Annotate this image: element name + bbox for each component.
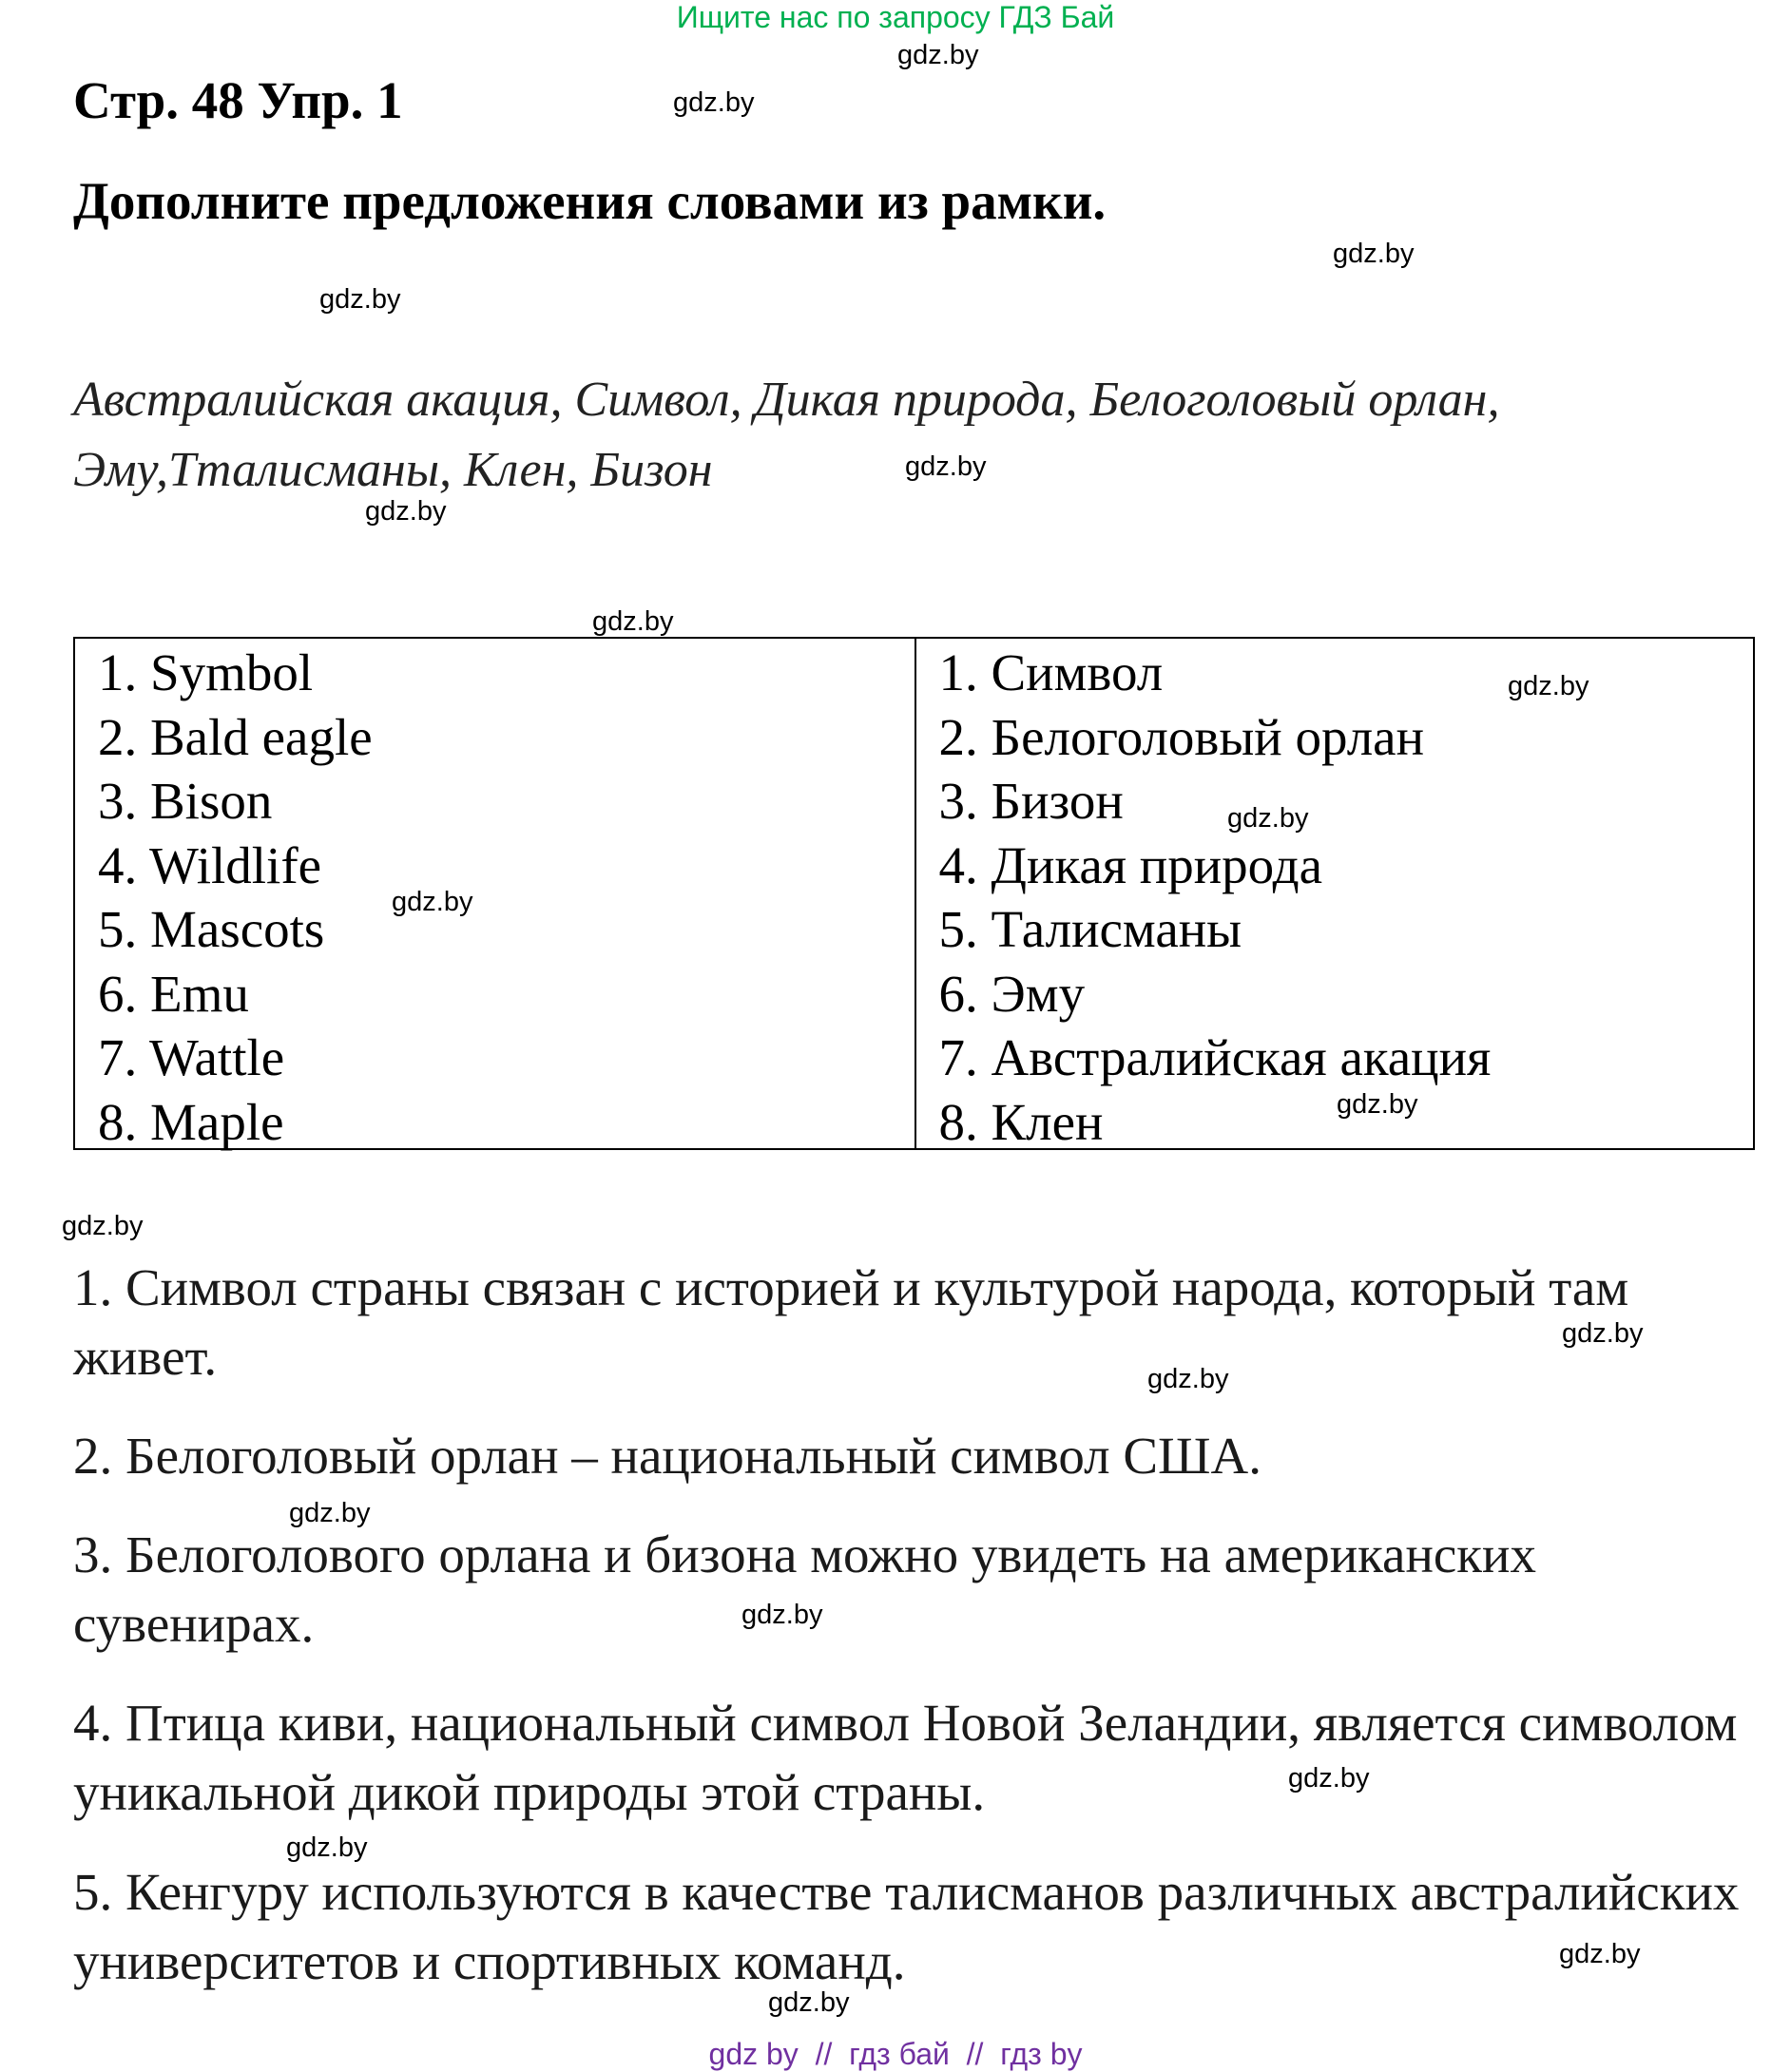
watermark: gdz.by: [1559, 1939, 1641, 1969]
sentence-2: 2. Белоголовый орлан – национальный символ США.: [73, 1427, 1262, 1485]
vocabulary-item: 2. Bald eagle: [98, 707, 373, 766]
watermark: gdz.by: [62, 1211, 144, 1241]
vocabulary-table: [73, 637, 1755, 1150]
watermark: gdz.by: [673, 87, 755, 118]
watermark: gdz.by: [1337, 1089, 1418, 1120]
watermark: gdz.by: [365, 496, 447, 527]
vocabulary-item: 1. Symbol: [98, 643, 314, 701]
sentence-1: 1. Символ страны связан с историей и культурой народа, который там живет.: [73, 1258, 1629, 1386]
vocabulary-russian-column: [915, 639, 1754, 1151]
watermark: gdz.by: [1147, 1364, 1229, 1394]
watermark: gdz.by: [286, 1832, 368, 1863]
vocabulary-english-column: [75, 639, 915, 1151]
vocabulary-item: 6. Эму: [938, 964, 1086, 1023]
word-box: [73, 365, 1499, 506]
sentence-4: 4. Птица киви, национальный символ Новой Зеландии, является символом уникальной дикой природы этой страны.: [73, 1694, 1738, 1821]
vocabulary-item: 7. Wattle: [98, 1028, 285, 1086]
watermark: gdz.by: [768, 1987, 850, 2018]
vocabulary-item: 4. Дикая природа: [938, 835, 1322, 894]
vocabulary-item: 8. Maple: [98, 1092, 284, 1151]
vocabulary-item: 3. Bison: [98, 772, 273, 830]
sentence-5: 5. Кенгуру используются в качестве талисманов различных австралийских университетов и спортивных команд.: [73, 1863, 1740, 1990]
watermark: gdz.by: [289, 1498, 371, 1528]
watermark: gdz.by: [319, 284, 401, 315]
vocabulary-item: 8. Клен: [938, 1092, 1104, 1151]
word-box-line-2: Эму,Тталисманы, Клен, Бизон: [73, 443, 713, 497]
top-banner: Ищите нас по запросу ГДЗ Бай: [676, 0, 1115, 34]
vocabulary-item: 4. Wildlife: [98, 835, 322, 894]
task-instruction: Дополните предложения словами из рамки.: [73, 172, 1107, 230]
vocabulary-item: 5. Талисманы: [938, 900, 1242, 958]
watermark: gdz.by: [897, 40, 979, 70]
word-box-line-1: Австралийская акация, Символ, Дикая природа, Белоголовый орлан,: [73, 373, 1500, 427]
vocabulary-item: 1. Символ: [938, 643, 1164, 701]
watermark: gdz.by: [741, 1600, 823, 1630]
vocabulary-item: 7. Австралийская акация: [938, 1028, 1492, 1086]
watermark: gdz.by: [1288, 1763, 1370, 1794]
page-title: Стр. 48 Упр. 1: [73, 71, 403, 129]
sentence-3: 3. Белоголового орлана и бизона можно увидеть на американских сувенирах.: [73, 1525, 1536, 1653]
vocabulary-item: 6. Emu: [98, 964, 249, 1023]
vocabulary-item: 5. Mascots: [98, 900, 325, 958]
watermark: gdz.by: [392, 887, 473, 917]
watermark: gdz.by: [1508, 671, 1589, 701]
watermark: gdz.by: [1562, 1318, 1644, 1349]
bottom-banner: gdz by // гдз бай // гдз by: [708, 2037, 1083, 2071]
watermark: gdz.by: [905, 451, 987, 482]
watermark: gdz.by: [1227, 803, 1309, 834]
vocabulary-item: 3. Бизон: [938, 772, 1124, 830]
watermark: gdz.by: [592, 606, 674, 637]
vocabulary-item: 2. Белоголовый орлан: [938, 707, 1425, 766]
watermark: gdz.by: [1333, 239, 1415, 269]
